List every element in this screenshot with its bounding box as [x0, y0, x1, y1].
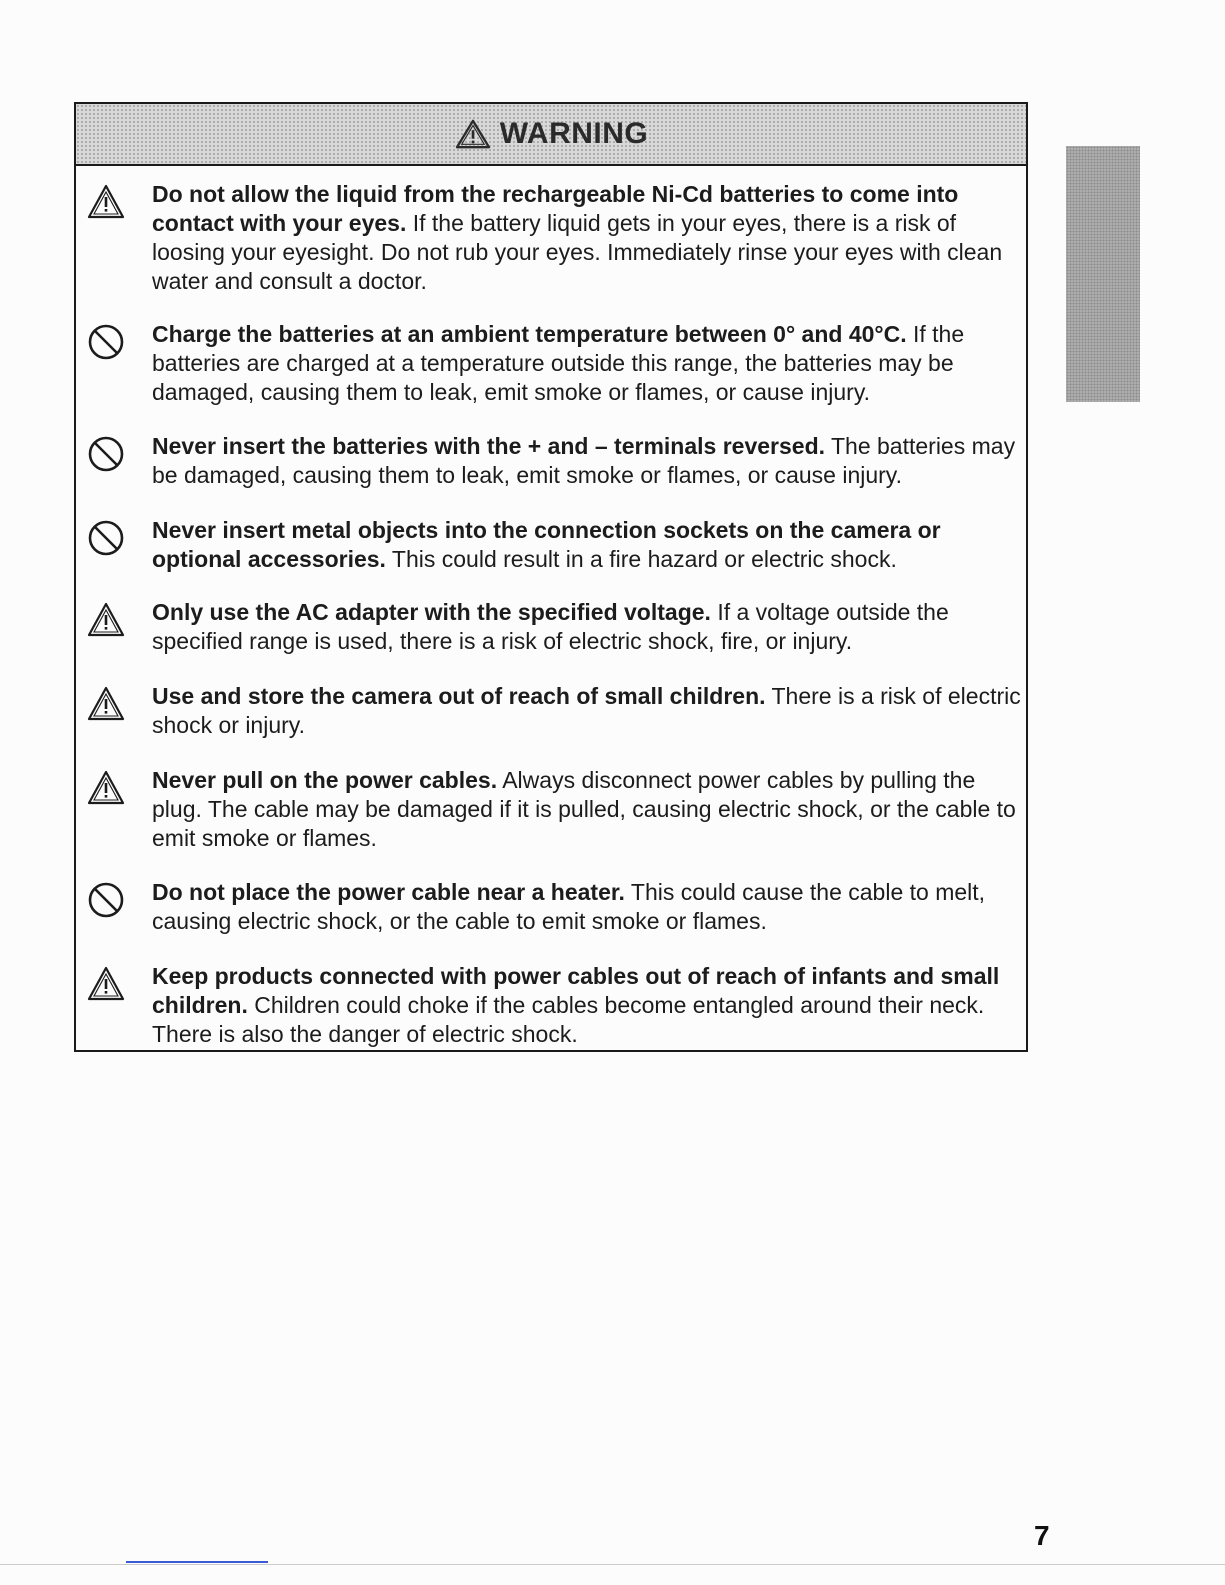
- item-text: Use and store the camera out of reach of small children. There is a risk of electric shock or injury.: [152, 683, 1021, 738]
- item-text: Never insert the batteries with the + and – terminals reversed. The batteries may be damaged, causing them to leak, emit smoke or flames, or cause injury.: [152, 433, 1016, 488]
- warning-item-small-children: [152, 682, 1022, 740]
- warning-triangle-icon: [86, 600, 126, 640]
- footer-divider: [0, 1564, 1225, 1565]
- item-text: Do not place the power cable near a heater. This could cause the cable to melt, causing electric shock, or the cable to emit smoke or flames.: [152, 879, 986, 934]
- warning-item-reversed-terminals: [152, 432, 1022, 490]
- item-text: Charge the batteries at an ambient temperature between 0° and 40°C. If the batteries are charged at a temperature outside this range, the batteries may be damaged, causing them to leak, emit smoke or flames, or cause injury.: [152, 321, 965, 405]
- warning-title: WARNING: [499, 117, 649, 150]
- item-text: Keep products connected with power cables out of reach of infants and small children. Children could choke if the cables become entangled around their neck. There is also the danger of electric shock.: [152, 963, 1000, 1047]
- section-thumb-tab: [1066, 146, 1140, 402]
- warning-item-infants: [152, 962, 1022, 1049]
- item-text: Do not allow the liquid from the rechargeable Ni-Cd batteries to come into contact with your eyes. If the battery liquid gets in your eyes, there is a risk of loosing your eyesight. Do not rub your eyes. Immediately rinse your eyes with clean water and consult a doctor.: [152, 181, 1003, 294]
- prohibition-icon: [86, 434, 126, 474]
- warning-item-charge-temperature: [152, 320, 1022, 407]
- warning-triangle-icon: [454, 118, 492, 150]
- warning-item-eye-contact: [152, 180, 1022, 296]
- warning-triangle-icon: [86, 182, 126, 222]
- warning-triangle-icon: [86, 768, 126, 808]
- warning-box: [74, 102, 1028, 1052]
- warning-item-metal-objects: [152, 516, 1022, 574]
- page-number: 7: [1034, 1520, 1050, 1551]
- prohibition-icon: [86, 322, 126, 362]
- item-text: Never pull on the power cables. Always disconnect power cables by pulling the plug. The cable may be damaged if it is pulled, causing electric shock, or the cable to emit smoke or flames.: [152, 767, 1016, 851]
- warning-header: [76, 104, 1026, 166]
- prohibition-icon: [86, 518, 126, 558]
- warning-item-power-cables: [152, 766, 1022, 853]
- item-text: Only use the AC adapter with the specified voltage. If a voltage outside the specified range is used, there is a risk of electric shock, fire, or injury.: [152, 599, 949, 654]
- item-text: Never insert metal objects into the connection sockets on the camera or optional accessories. This could result in a fire hazard or electric shock.: [152, 517, 941, 572]
- footer-accent-line: [126, 1561, 268, 1563]
- warning-item-ac-adapter: [152, 598, 1022, 656]
- warning-item-heater: [152, 878, 1022, 936]
- warning-triangle-icon: [86, 684, 126, 724]
- warning-triangle-icon: [86, 964, 126, 1004]
- prohibition-icon: [86, 880, 126, 920]
